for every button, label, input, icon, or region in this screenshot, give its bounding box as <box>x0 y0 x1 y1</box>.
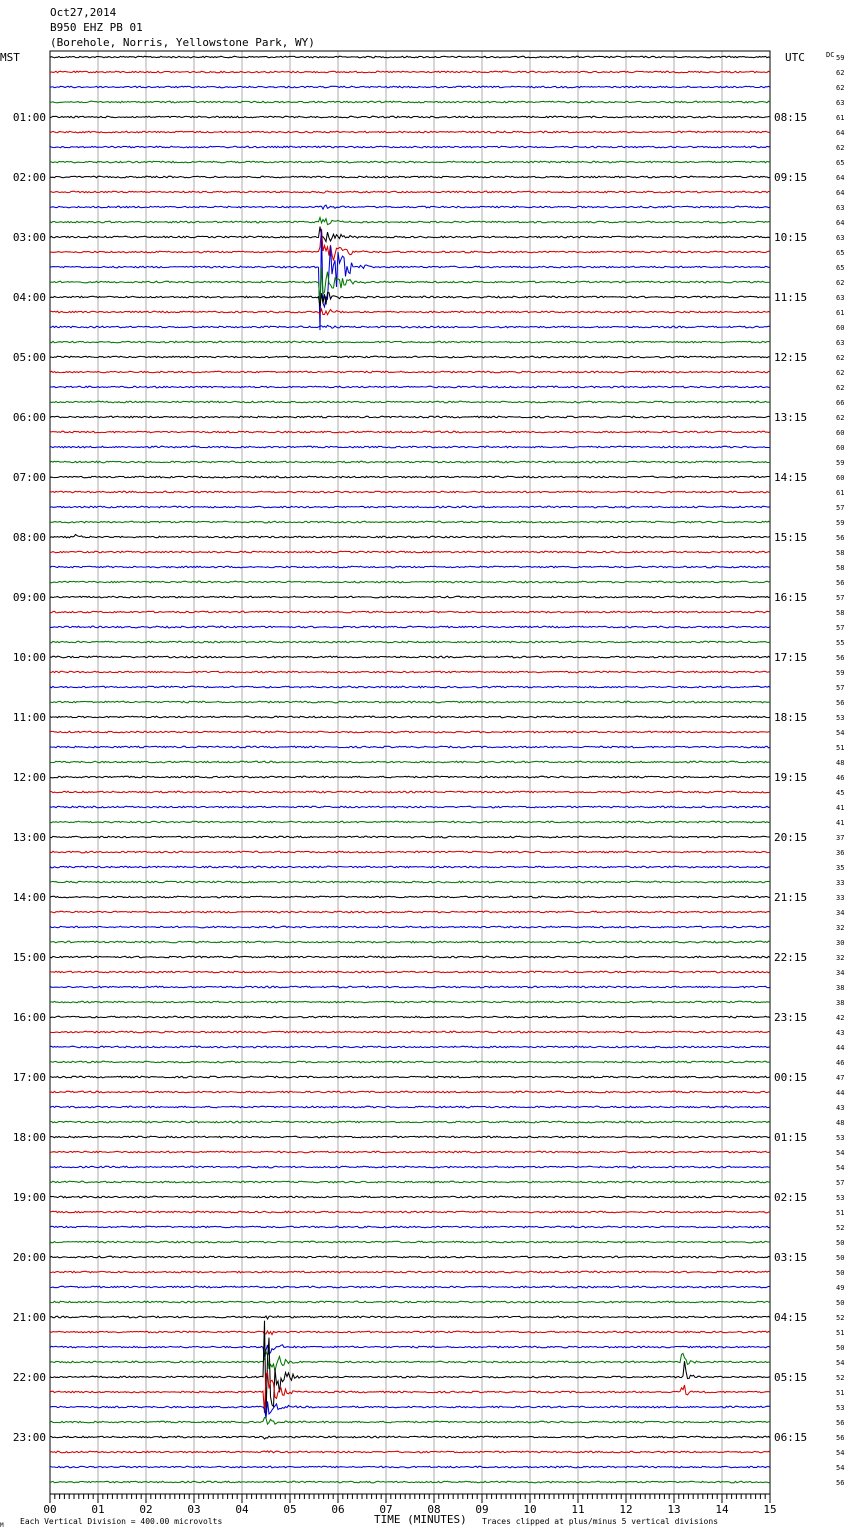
right-hour-label: 06:15 <box>774 1431 808 1444</box>
right-hour-label: 23:15 <box>774 1011 808 1024</box>
right-hour-label: 11:15 <box>774 291 808 304</box>
trace-22 <box>50 386 770 388</box>
dc-value: 56 <box>836 534 845 542</box>
trace-53 <box>50 851 770 853</box>
dc-value: 62 <box>836 369 845 377</box>
trace-74 <box>50 1166 770 1168</box>
x-tick-label: 15 <box>763 1503 777 1516</box>
dc-value: 53 <box>836 1134 845 1142</box>
dc-value: 62 <box>836 384 845 392</box>
dc-value: 56 <box>836 654 845 662</box>
trace-69 <box>50 1091 770 1093</box>
left-hour-label: 06:00 <box>12 411 46 424</box>
trace-26 <box>50 446 770 448</box>
trace-72 <box>50 1136 770 1138</box>
right-hour-label: 19:15 <box>774 771 808 784</box>
dc-value: 54 <box>836 729 845 737</box>
right-hour-label: 01:15 <box>774 1131 808 1144</box>
trace-18 <box>50 325 770 328</box>
trace-0 <box>50 56 770 58</box>
trace-92 <box>50 1436 770 1439</box>
trace-63 <box>50 1001 770 1003</box>
trace-62 <box>50 986 770 988</box>
left-hour-label: 09:00 <box>12 591 46 604</box>
trace-56 <box>50 896 770 898</box>
dc-value: 30 <box>836 939 845 947</box>
left-hour-label: 21:00 <box>12 1311 46 1324</box>
corner-mark: M <box>0 1522 4 1529</box>
dc-value: 63 <box>836 99 845 107</box>
trace-88 <box>50 1321 770 1417</box>
dc-value: 52 <box>836 1224 845 1232</box>
dc-value: 61 <box>836 309 845 317</box>
left-hour-label: 15:00 <box>12 951 46 964</box>
trace-35 <box>50 581 770 583</box>
dc-value: 32 <box>836 954 845 962</box>
right-hour-labels <box>774 111 807 1444</box>
dc-value: 60 <box>836 429 845 437</box>
x-tick-label: 12 <box>619 1503 633 1516</box>
dc-value: 62 <box>836 354 845 362</box>
dc-value: 59 <box>836 54 845 62</box>
trace-76 <box>50 1196 770 1198</box>
dc-value: 50 <box>836 1239 845 1247</box>
dc-value: 50 <box>836 1254 845 1262</box>
division-note: Each Vertical Division = 400.00 microvolts <box>20 1517 223 1526</box>
dc-value: 49 <box>836 1284 845 1292</box>
dc-value: 57 <box>836 684 845 692</box>
trace-81 <box>50 1271 770 1273</box>
trace-34 <box>50 566 770 568</box>
x-tick-label: 09 <box>475 1503 489 1516</box>
dc-value: 62 <box>836 279 845 287</box>
dc-value: 51 <box>836 744 845 752</box>
dc-value: 63 <box>836 204 845 212</box>
dc-value: 54 <box>836 1449 845 1457</box>
dc-value: 52 <box>836 1314 845 1322</box>
dc-value: 35 <box>836 864 845 872</box>
right-hour-label: 22:15 <box>774 951 808 964</box>
trace-59 <box>50 941 770 943</box>
trace-64 <box>50 1016 770 1018</box>
trace-27 <box>50 461 770 463</box>
trace-44 <box>50 716 770 718</box>
dc-value: 63 <box>836 234 845 242</box>
dc-value: 37 <box>836 834 845 842</box>
dc-value: 48 <box>836 759 845 767</box>
left-timezone-label: MST <box>0 51 20 64</box>
trace-37 <box>50 611 770 613</box>
trace-8 <box>50 176 770 178</box>
trace-31 <box>50 521 770 523</box>
left-hour-label: 07:00 <box>12 471 46 484</box>
right-hour-label: 21:15 <box>774 891 808 904</box>
dc-value: 50 <box>836 1269 845 1277</box>
right-hour-label: 16:15 <box>774 591 808 604</box>
trace-90 <box>50 1401 770 1418</box>
dc-value: 46 <box>836 774 845 782</box>
x-tick-label: 02 <box>139 1503 153 1516</box>
trace-85 <box>50 1331 770 1335</box>
left-hour-label: 12:00 <box>12 771 46 784</box>
left-hour-label: 08:00 <box>12 531 46 544</box>
dc-value: 51 <box>836 1389 845 1397</box>
left-hour-label: 10:00 <box>12 651 46 664</box>
trace-58 <box>50 926 770 928</box>
dc-value: 47 <box>836 1074 845 1082</box>
x-tick-label: 13 <box>667 1503 681 1516</box>
trace-7 <box>50 161 770 163</box>
x-axis-title: TIME (MINUTES) <box>374 1513 467 1526</box>
dc-value: 64 <box>836 219 845 227</box>
clip-note: Traces clipped at plus/minus 5 vertical divisions <box>482 1517 719 1526</box>
trace-91 <box>50 1418 770 1425</box>
dc-value: 46 <box>836 1059 845 1067</box>
left-hour-label: 19:00 <box>12 1191 46 1204</box>
dc-value: 41 <box>836 804 845 812</box>
trace-12 <box>50 227 770 242</box>
right-hour-label: 10:15 <box>774 231 808 244</box>
trace-60 <box>50 956 770 958</box>
trace-93 <box>50 1451 770 1453</box>
dc-value: 60 <box>836 444 845 452</box>
left-hour-label: 20:00 <box>12 1251 46 1264</box>
trace-6 <box>50 146 770 148</box>
left-hour-label: 23:00 <box>12 1431 46 1444</box>
trace-1 <box>50 71 770 73</box>
dc-value: 60 <box>836 324 845 332</box>
dc-value: 59 <box>836 459 845 467</box>
trace-78 <box>50 1226 770 1228</box>
trace-28 <box>50 476 770 478</box>
left-hour-label: 03:00 <box>12 231 46 244</box>
left-hour-label: 16:00 <box>12 1011 46 1024</box>
left-hour-label: 22:00 <box>12 1371 46 1384</box>
trace-43 <box>50 701 770 703</box>
left-hour-label: 11:00 <box>12 711 46 724</box>
trace-5 <box>50 131 770 133</box>
trace-68 <box>50 1076 770 1078</box>
right-hour-label: 05:15 <box>774 1371 808 1384</box>
dc-value: 38 <box>836 984 845 992</box>
trace-33 <box>50 551 770 553</box>
left-hour-label: 13:00 <box>12 831 46 844</box>
trace-86 <box>50 1345 770 1357</box>
x-tick-label: 07 <box>379 1503 393 1516</box>
trace-70 <box>50 1106 770 1108</box>
trace-24 <box>50 416 770 418</box>
trace-23 <box>50 401 770 403</box>
dc-value: 44 <box>836 1089 845 1097</box>
left-hour-label: 04:00 <box>12 291 46 304</box>
dc-value: 41 <box>836 819 845 827</box>
dc-value: 54 <box>836 1149 845 1157</box>
trace-40 <box>50 656 770 658</box>
dc-value: 64 <box>836 189 845 197</box>
trace-3 <box>50 101 770 103</box>
dc-value: 33 <box>836 894 845 902</box>
right-hour-label: 02:15 <box>774 1191 808 1204</box>
dc-value: 58 <box>836 609 845 617</box>
dc-value: 64 <box>836 129 845 137</box>
trace-75 <box>50 1181 770 1183</box>
x-tick-label: 01 <box>91 1503 105 1516</box>
right-hour-label: 15:15 <box>774 531 808 544</box>
trace-52 <box>50 836 770 838</box>
dc-value: 54 <box>836 1464 845 1472</box>
dc-value: 65 <box>836 249 845 257</box>
trace-83 <box>50 1301 770 1303</box>
dc-value: 57 <box>836 504 845 512</box>
trace-82 <box>50 1286 770 1288</box>
trace-48 <box>50 776 770 778</box>
trace-30 <box>50 506 770 508</box>
trace-21 <box>50 371 770 373</box>
dc-value: 45 <box>836 789 845 797</box>
dc-value: 32 <box>836 924 845 932</box>
trace-50 <box>50 806 770 808</box>
dc-value: 61 <box>836 114 845 122</box>
dc-value: 62 <box>836 144 845 152</box>
trace-46 <box>50 746 770 748</box>
trace-67 <box>50 1061 770 1063</box>
trace-49 <box>50 791 770 793</box>
dc-value: 42 <box>836 1014 845 1022</box>
right-hour-label: 00:15 <box>774 1071 808 1084</box>
dc-value: 54 <box>836 1359 845 1367</box>
right-hour-label: 17:15 <box>774 651 808 664</box>
dc-value: 63 <box>836 294 845 302</box>
dc-values <box>836 54 844 1487</box>
trace-9 <box>50 191 770 193</box>
trace-2 <box>50 86 770 88</box>
trace-16 <box>50 293 770 307</box>
dc-value: 56 <box>836 1479 845 1487</box>
dc-value: 34 <box>836 969 845 977</box>
dc-value: 62 <box>836 84 845 92</box>
trace-4 <box>50 116 770 118</box>
trace-73 <box>50 1151 770 1153</box>
dc-value: 50 <box>836 1299 845 1307</box>
trace-29 <box>50 491 770 493</box>
trace-55 <box>50 881 770 883</box>
x-tick-label: 04 <box>235 1503 249 1516</box>
trace-51 <box>50 821 770 823</box>
trace-41 <box>50 671 770 673</box>
plot-location: (Borehole, Norris, Yellowstone Park, WY) <box>50 36 315 49</box>
trace-42 <box>50 686 770 688</box>
dc-value: 55 <box>836 639 845 647</box>
right-hour-label: 18:15 <box>774 711 808 724</box>
x-tick-label: 08 <box>427 1503 441 1516</box>
dc-value: 44 <box>836 1044 845 1052</box>
left-hour-label: 02:00 <box>12 171 46 184</box>
trace-87 <box>50 1352 770 1371</box>
right-hour-label: 09:15 <box>774 171 808 184</box>
dc-value: 57 <box>836 624 845 632</box>
trace-19 <box>50 341 770 343</box>
dc-value: 52 <box>836 1374 845 1382</box>
dc-value: 51 <box>836 1209 845 1217</box>
dc-value: 56 <box>836 1419 845 1427</box>
plot-station: B950 EHZ PB 01 <box>50 21 143 34</box>
dc-value: 53 <box>836 1194 845 1202</box>
trace-95 <box>50 1481 770 1483</box>
trace-39 <box>50 641 770 643</box>
trace-14 <box>50 230 770 330</box>
dc-value: 66 <box>836 399 845 407</box>
x-tick-label: 06 <box>331 1503 345 1516</box>
trace-80 <box>50 1256 770 1258</box>
trace-17 <box>50 309 770 315</box>
dc-value: 57 <box>836 1179 845 1187</box>
dc-value: 59 <box>836 519 845 527</box>
dc-value: 65 <box>836 264 845 272</box>
dc-value: 43 <box>836 1029 845 1037</box>
dc-value: 59 <box>836 669 845 677</box>
dc-value: 58 <box>836 549 845 557</box>
right-hour-label: 03:15 <box>774 1251 808 1264</box>
trace-38 <box>50 626 770 628</box>
x-tick-label: 05 <box>283 1503 297 1516</box>
right-hour-label: 04:15 <box>774 1311 808 1324</box>
trace-25 <box>50 431 770 433</box>
dc-value: 60 <box>836 474 845 482</box>
dc-value: 56 <box>836 1434 845 1442</box>
trace-20 <box>50 356 770 358</box>
trace-57 <box>50 911 770 913</box>
dc-value: 34 <box>836 909 845 917</box>
x-tick-label: 00 <box>43 1503 57 1516</box>
right-hour-label: 08:15 <box>774 111 808 124</box>
trace-32 <box>50 535 770 538</box>
dc-value: 33 <box>836 879 845 887</box>
trace-66 <box>50 1046 770 1048</box>
dc-value: 56 <box>836 579 845 587</box>
dc-value: 53 <box>836 714 845 722</box>
right-hour-label: 20:15 <box>774 831 808 844</box>
x-tick-label: 03 <box>187 1503 201 1516</box>
dc-value: 61 <box>836 489 845 497</box>
dc-value: 48 <box>836 1119 845 1127</box>
trace-11 <box>50 218 770 225</box>
dc-header-label: DC <box>826 51 835 59</box>
trace-layer <box>50 56 770 1483</box>
dc-value: 38 <box>836 999 845 1007</box>
dc-value: 50 <box>836 1344 845 1352</box>
trace-36 <box>50 596 770 598</box>
dc-value: 57 <box>836 594 845 602</box>
right-hour-label: 14:15 <box>774 471 808 484</box>
dc-value: 62 <box>836 69 845 77</box>
trace-45 <box>50 731 770 733</box>
dc-value: 56 <box>836 699 845 707</box>
left-hour-label: 14:00 <box>12 891 46 904</box>
trace-77 <box>50 1211 770 1213</box>
trace-61 <box>50 971 770 973</box>
trace-79 <box>50 1241 770 1243</box>
dc-value: 53 <box>836 1404 845 1412</box>
dc-value: 63 <box>836 339 845 347</box>
right-timezone-label: UTC <box>785 51 805 64</box>
right-hour-label: 13:15 <box>774 411 808 424</box>
trace-54 <box>50 866 770 868</box>
dc-value: 62 <box>836 414 845 422</box>
trace-47 <box>50 761 770 763</box>
dc-value: 54 <box>836 1164 845 1172</box>
left-hour-label: 05:00 <box>12 351 46 364</box>
trace-10 <box>50 205 770 209</box>
left-hour-labels <box>13 111 46 1444</box>
x-tick-label: 14 <box>715 1503 729 1516</box>
plot-date: Oct27,2014 <box>50 6 117 19</box>
dc-value: 58 <box>836 564 845 572</box>
right-hour-label: 12:15 <box>774 351 808 364</box>
trace-84 <box>50 1316 770 1319</box>
left-hour-label: 17:00 <box>12 1071 46 1084</box>
dc-value: 51 <box>836 1329 845 1337</box>
dc-value: 36 <box>836 849 845 857</box>
left-hour-label: 01:00 <box>12 111 46 124</box>
dc-value: 43 <box>836 1104 845 1112</box>
trace-94 <box>50 1466 770 1468</box>
x-tick-label: 11 <box>571 1503 585 1516</box>
x-tick-label: 10 <box>523 1503 537 1516</box>
trace-71 <box>50 1121 770 1123</box>
trace-65 <box>50 1031 770 1033</box>
trace-13 <box>50 229 770 261</box>
dc-value: 64 <box>836 174 845 182</box>
dc-value: 65 <box>836 159 845 167</box>
left-hour-label: 18:00 <box>12 1131 46 1144</box>
